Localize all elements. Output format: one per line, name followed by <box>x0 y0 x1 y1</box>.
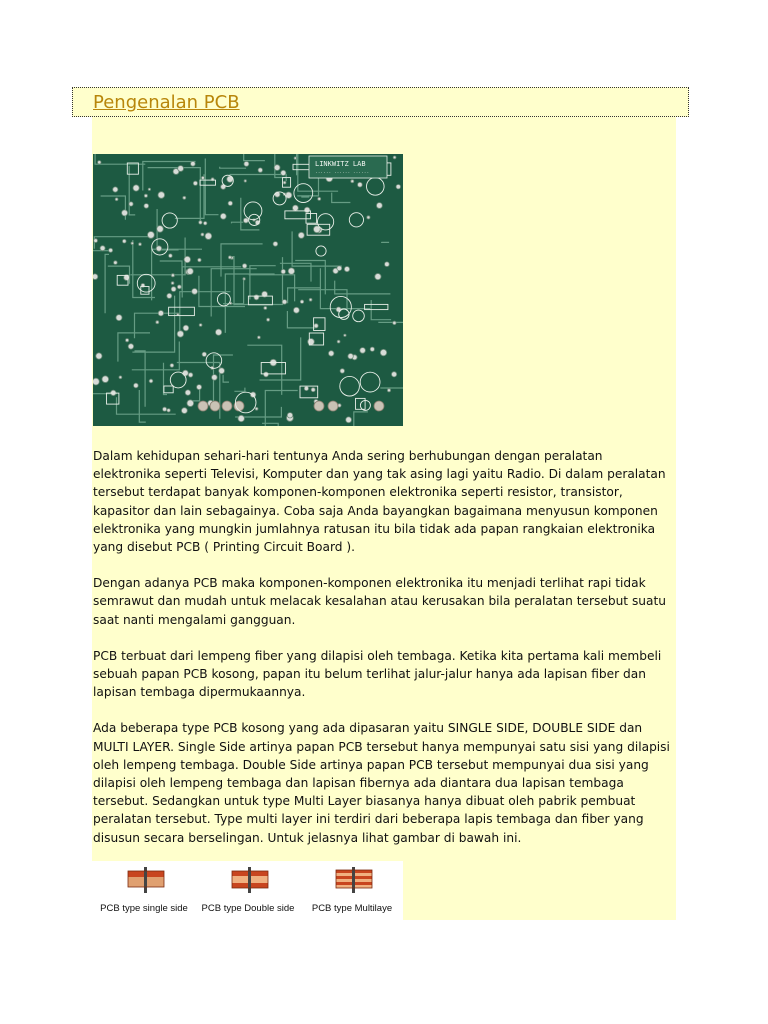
pcb-pad <box>157 226 164 233</box>
pcb-pad <box>318 197 321 200</box>
pcb-pad <box>204 222 207 225</box>
pcb-pad <box>188 373 192 377</box>
pcb-pad <box>201 176 204 179</box>
pcb-pad <box>244 180 246 182</box>
pcb-pad <box>344 267 349 272</box>
pcb-pad <box>102 376 109 383</box>
pcb-pad <box>219 368 225 374</box>
pcb-pad <box>119 376 122 379</box>
pcb-pad <box>192 289 198 295</box>
pcb-pad <box>144 204 149 209</box>
pcb-pad <box>193 181 197 185</box>
pcb-pad <box>258 168 262 172</box>
pcb-pad <box>201 233 204 236</box>
double-side-icon <box>196 861 300 901</box>
paragraph: Dalam kehidupan sehari-hari tentunya Anda sering berhubungan dengan peralatan elektronika seperti Televisi, Komputer dan yang tak asing lagi yaitu Radio. Di dalam peralatan tersebut terdapat banyak komponen-komponen elektronika seperti resistor, transistor, kapasitor dan lain sebagainya. Coba saja Anda bayangkan bagaimana menyusun komponen elektronika yang mungkin jumlahnya ratusan itu bila tidak ada papan rangkaian elektronika yang disebut PCB ( Printing Circuit Board ). <box>93 449 666 555</box>
pcb-pad <box>129 202 133 206</box>
pcb-pad <box>300 300 303 303</box>
pcb-pad <box>139 243 142 246</box>
pcb-pad <box>131 242 134 245</box>
pcb-pad <box>183 370 189 376</box>
pcb-pad <box>393 156 396 159</box>
pcb-pad <box>396 185 400 189</box>
pcb-terminal-pad <box>314 401 324 411</box>
pcb-pad <box>250 392 255 397</box>
pcb-pad <box>123 239 127 243</box>
pcb-pad <box>337 266 342 271</box>
pcb-terminal-pad <box>210 401 220 411</box>
pcb-pad <box>228 201 232 205</box>
pcb-pad <box>281 269 285 273</box>
pcb-pad <box>392 372 397 377</box>
pcb-pad <box>288 268 294 274</box>
pcb-pad <box>348 354 353 359</box>
pcb-pad <box>202 352 206 356</box>
pcb-pad <box>244 162 249 167</box>
pcb-pad <box>199 324 202 327</box>
pcb-single-side-figure <box>92 861 196 921</box>
pcb-pad <box>358 182 363 187</box>
pcb-pad <box>228 256 231 259</box>
pcb-pad <box>360 348 366 354</box>
pcb-pad <box>126 339 129 342</box>
pcb-terminal-pad <box>222 401 232 411</box>
pcb-pad <box>212 375 218 381</box>
pcb-pad <box>205 233 212 240</box>
pcb-pad <box>244 218 249 223</box>
pcb-pad <box>158 311 163 316</box>
svg-text:······ ······ ······: ······ ······ ······ <box>315 171 370 176</box>
pcb-pad <box>304 207 310 213</box>
paragraph: Ada beberapa type PCB kosong yang ada dipasaran yaitu SINGLE SIDE, DOUBLE SIDE dan MULTI LAYER. Single Side artinya papan PCB tersebut hanya mempunyai satu sisi yang dilapisi oleh lempeng tembaga. Double Side artinya papan PCB tersebut mempunyai dua sisi yang dilapisi oleh lempeng tembaga dan lapisan fibernya ada diantara dua lapisan tembaga tersebut. Sedangkan untuk type Multi Layer biasanya hanya dibuat oleh pabrik pembuat peralatan tersebut. Type multi layer ini terdiri dari beberapa lapis tembaga dan fiber yang disusun secara berselingan. Untuk jelasnya lihat gambar di bawah ini. <box>93 721 670 845</box>
pcb-pad <box>385 262 390 267</box>
pcb-pad <box>171 274 174 277</box>
pcb-pad <box>242 264 246 268</box>
pcb-pad <box>109 248 113 252</box>
pcb-pad <box>344 334 346 336</box>
pcb-pad <box>298 232 304 238</box>
pcb-type-diagram <box>92 861 403 921</box>
pcb-pad <box>220 213 226 219</box>
pcb-pad <box>113 187 118 192</box>
pcb-pad <box>340 369 344 373</box>
pcb-pad <box>171 282 174 285</box>
pcb-pad <box>198 258 201 261</box>
pcb-pad <box>243 278 245 280</box>
pcb-pad <box>158 192 165 199</box>
pcb-pad <box>264 307 267 310</box>
pcb-pad <box>183 325 189 331</box>
pcb-pad <box>258 336 261 339</box>
article-body <box>93 447 671 865</box>
pcb-pad <box>294 307 300 313</box>
pcb-pad <box>387 389 390 392</box>
pcb-pad <box>267 318 270 321</box>
pcb-pad <box>254 295 259 300</box>
pcb-pad <box>96 353 102 359</box>
pcb-pad <box>255 407 258 410</box>
pcb-pad <box>178 166 184 172</box>
pcb-pad <box>336 307 341 312</box>
pcb-pad <box>114 261 118 265</box>
pcb-pad <box>293 205 299 211</box>
pcb-pad <box>283 181 286 184</box>
pcb-pad <box>185 390 190 395</box>
pcb-pad <box>177 331 183 337</box>
pcb-pad <box>314 324 318 328</box>
pcb-terminal-pad <box>198 401 208 411</box>
paragraph: Dengan adanya PCB maka komponen-komponen elektronika itu menjadi terlihat rapi tidak semrawut dan mudah untuk melacak kesalahan atau kerusakan bila peralatan tersebut suatu saat nanti mengalami gangguan. <box>93 576 666 627</box>
pcb-pad <box>367 216 370 219</box>
pcb-pad <box>329 351 334 356</box>
pcb-pad <box>393 321 396 324</box>
pcb-pad <box>163 407 167 411</box>
page-title[interactable]: Pengenalan PCB <box>93 92 240 113</box>
pcb-double-side-figure <box>196 861 300 921</box>
double-side-label: PCB type Double side <box>201 903 295 914</box>
single-side-icon <box>92 861 196 901</box>
multilayer-icon <box>300 861 404 901</box>
paragraph: PCB terbuat dari lempeng fiber yang dilapisi oleh tembaga. Ketika kita pertama kali membeli sebuah papan PCB kosong, papan itu belum terlihat jalur-jalur hanya ada lapisan fiber dan lapisan tembaga dipermukaannya. <box>93 648 662 700</box>
pcb-pad <box>311 388 315 392</box>
pcb-pad <box>170 364 174 368</box>
pcb-pad <box>238 415 244 421</box>
single-side-label: PCB type single side <box>100 903 188 914</box>
pcb-pad <box>377 203 383 209</box>
pcb-pad <box>148 232 155 239</box>
pcb-pad <box>183 196 186 199</box>
pcb-pad <box>281 170 286 175</box>
pcb-pad <box>128 344 133 349</box>
pcb-pad <box>282 300 287 305</box>
pcb-pad <box>167 409 170 412</box>
pcb-pad <box>94 239 98 243</box>
pcb-pad <box>116 315 122 321</box>
pcb-pad <box>294 157 296 159</box>
pcb-pad <box>187 400 194 407</box>
pcb-photo <box>93 154 403 426</box>
pcb-pad <box>182 408 188 414</box>
pcb-pad <box>177 285 181 289</box>
pcb-trace <box>382 242 389 243</box>
pcb-pad <box>197 385 202 390</box>
pcb-terminal-pad <box>328 401 338 411</box>
pcb-pad <box>351 180 354 183</box>
pcb-pad <box>370 347 374 351</box>
pcb-pad <box>380 349 386 355</box>
pcb-pad <box>169 254 173 258</box>
pcb-pad <box>100 246 105 251</box>
pcb-pad <box>98 161 101 164</box>
pcb-pad <box>216 329 222 335</box>
pcb-pad <box>274 165 280 171</box>
pcb-pad <box>122 210 128 216</box>
pcb-pad <box>156 321 159 324</box>
pcb-pad <box>134 383 139 388</box>
title-box <box>72 87 689 117</box>
pcb-pad <box>184 256 190 262</box>
pcb-pad <box>93 378 99 385</box>
pcb-pad <box>264 372 269 377</box>
pcb-pad <box>156 246 161 251</box>
pcb-pad <box>375 274 381 280</box>
pcb-pad <box>171 287 176 292</box>
pcb-pad <box>221 184 226 189</box>
pcb-pad <box>304 386 308 390</box>
multilayer-label: PCB type Multilaye <box>311 903 393 914</box>
content-area <box>92 117 676 920</box>
pcb-pad <box>346 417 352 423</box>
board-label: LINKWITZ LAB <box>315 160 366 168</box>
pcb-pad <box>187 268 193 274</box>
pcb-pad <box>308 339 315 346</box>
pcb-pad <box>133 185 139 191</box>
pcb-pad <box>149 379 153 383</box>
pcb-pad <box>167 293 172 298</box>
pcb-multilayer-figure <box>300 861 404 921</box>
pcb-pad <box>337 340 340 343</box>
pcb-pad <box>199 221 202 224</box>
pcb-pad <box>309 298 312 301</box>
pcb-pad <box>144 194 147 197</box>
pcb-terminal-pad <box>374 401 384 411</box>
pcb-pad <box>273 242 278 247</box>
pcb-pad <box>191 162 196 167</box>
pcb-pad <box>93 274 98 280</box>
pcb-pad <box>148 188 150 190</box>
pcb-pad <box>287 413 292 418</box>
pcb-pad <box>115 198 118 201</box>
